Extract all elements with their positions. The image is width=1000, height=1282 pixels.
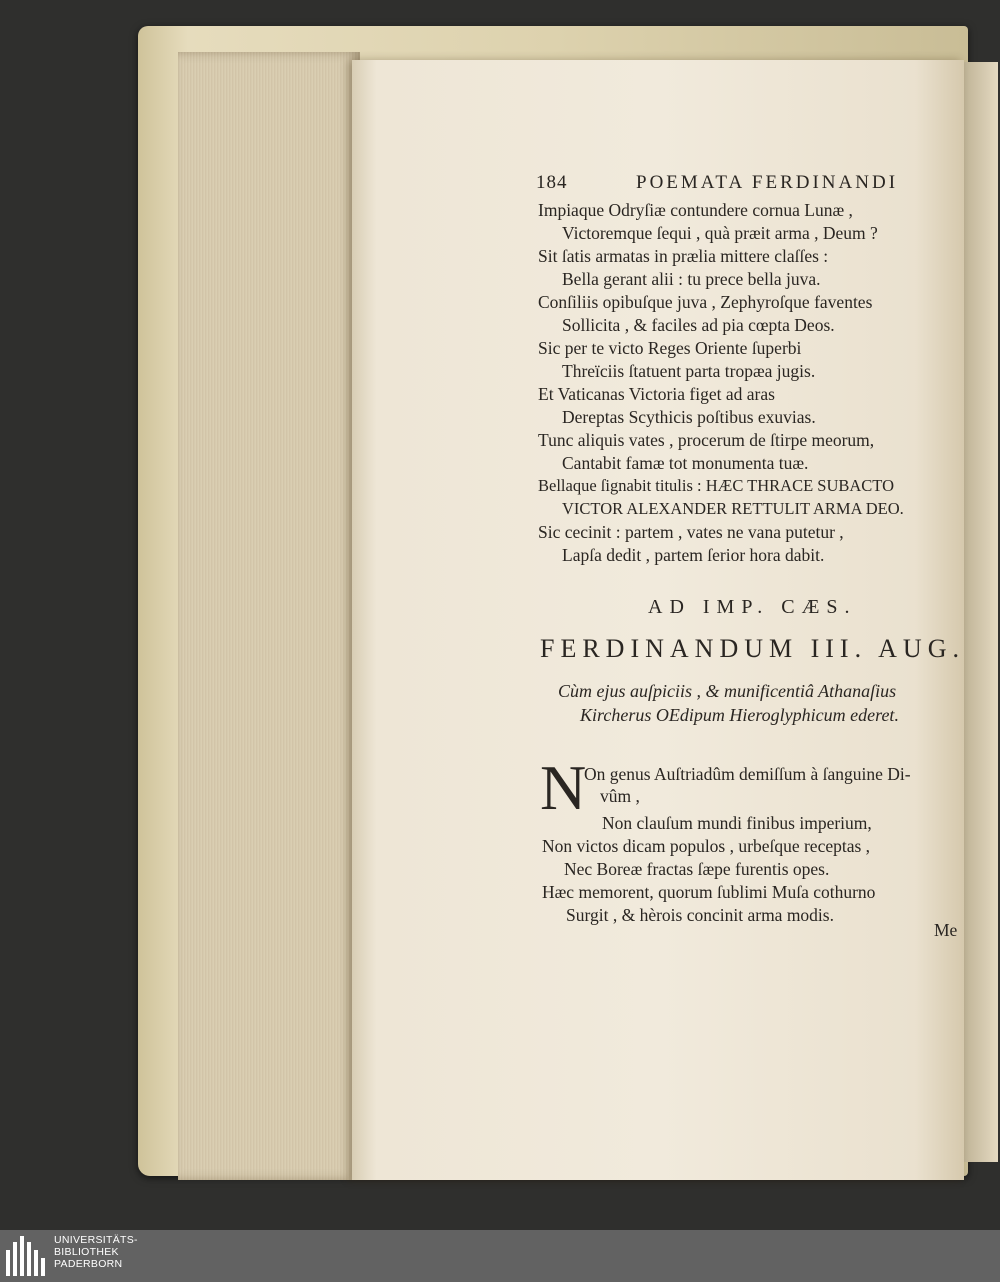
- page-edges: [178, 52, 360, 1180]
- poem-line: Sollicita , & faciles ad pia cœpta Deos.: [562, 315, 835, 335]
- poem-line: vûm ,: [600, 786, 640, 806]
- poem-line: Bellaque ſignabit titulis : HÆC THRACE SUBACTO: [538, 476, 894, 495]
- poem-line: Sic per te victo Reges Oriente ſuperbi: [538, 338, 802, 358]
- poem-line: Non clauſum mundi finibus imperium,: [602, 813, 872, 833]
- poem-line: Non victos dicam populos , urbeſque receptas ,: [542, 836, 871, 856]
- poem-line: Threïciis ſtatuent parta tropæa jugis.: [562, 361, 816, 381]
- poem-line: Dereptas Scythicis poſtibus exuvias.: [562, 407, 816, 427]
- poem-line: Cantabit famæ tot monumenta tuæ.: [562, 453, 809, 473]
- poem-line: Hæc memorent, quorum ſublimi Muſa cothurno: [542, 882, 876, 902]
- catchword: Me: [934, 920, 958, 940]
- drop-capital: N: [540, 752, 587, 823]
- poem-line: Sic cecinit : partem , vates ne vana putetur ,: [538, 522, 844, 542]
- library-name-line1: UNIVERSITÄTS-: [54, 1234, 138, 1246]
- page-number: 184: [536, 172, 568, 193]
- poem-line: Et Vaticanas Victoria figet ad aras: [538, 384, 775, 404]
- poem-line: Surgit , & hèrois concinit arma modis.: [566, 905, 834, 925]
- poem-line: Victoremque ſequi , quà præit arma , Deum ?: [562, 223, 878, 243]
- running-head: POEMATA FERDINANDI: [636, 172, 899, 193]
- poem-line: Conſiliis opibuſque juva , Zephyroſque faventes: [538, 292, 873, 312]
- poem-line: Tunc aliquis vates , procerum de ſtirpe meorum,: [538, 430, 875, 450]
- subtitle-line-1: Cùm ejus auſpiciis , & munificentiâ Athanaſius: [558, 681, 897, 701]
- heading-ferdinandum: FERDINANDUM III. AUG.: [540, 634, 965, 663]
- library-name-line3: PADERBORN: [54, 1258, 123, 1270]
- poem-line: Sit ſatis armatas in prælia mittere claſſes :: [538, 246, 829, 266]
- poem-line: Bella gerant alii : tu prece bella juva.: [562, 269, 821, 289]
- poem-line: Impiaque Odryſiæ contundere cornua Lunæ ,: [538, 200, 853, 220]
- heading-ad-imp: AD IMP. CÆS.: [648, 596, 857, 618]
- poem-line: Lapſa dedit , partem ſerior hora dabit.: [562, 545, 825, 565]
- library-name-line2: BIBLIOTHEK: [54, 1246, 119, 1258]
- poem-line: Nec Boreæ fractas ſæpe furentis opes.: [564, 859, 830, 879]
- facing-page-edge: [958, 62, 998, 1162]
- subtitle-line-2: Kircherus OEdipum Hieroglyphicum ederet.: [580, 705, 899, 725]
- poem-line: VICTOR ALEXANDER RETTULIT ARMA DEO.: [562, 499, 904, 518]
- library-footer: [0, 1230, 1000, 1282]
- library-logo-icon: [6, 1236, 46, 1276]
- poem-line: On genus Auſtriadûm demiſſum à ſanguine Di-: [584, 764, 911, 784]
